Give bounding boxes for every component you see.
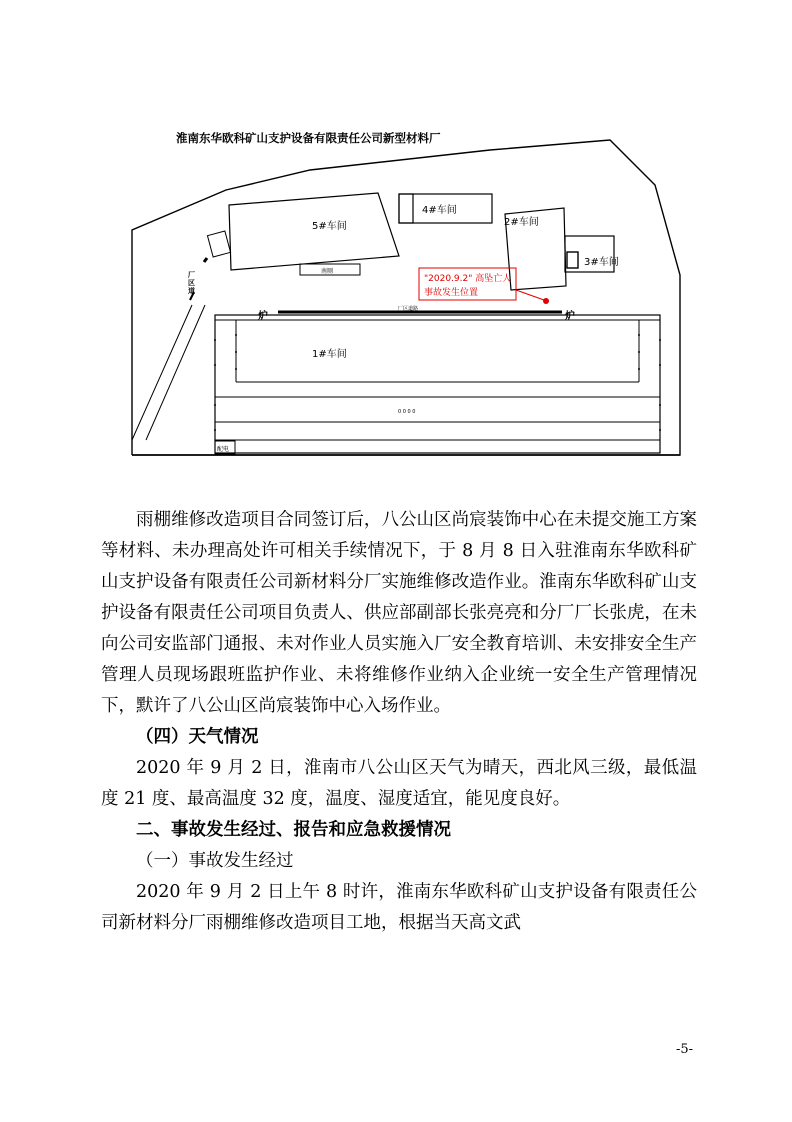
gate-house <box>207 231 230 257</box>
page-number: -5- <box>676 1042 694 1057</box>
accident-location-marker <box>543 298 549 304</box>
body-text <box>101 505 697 939</box>
accident-pointer <box>516 290 544 300</box>
heading-weather: （四）天气情况 <box>136 727 259 747</box>
heading-section-2: 二、事故发生经过、报告和应急救援情况 <box>136 820 451 840</box>
toilet-label: 南厕 <box>321 268 334 275</box>
heading-accident-process: （一）事故发生经过 <box>136 851 294 871</box>
furnace-left-label: 炉 <box>258 311 268 322</box>
accident-note-line1: "2020.9.2" 高坠亡人 <box>424 274 512 284</box>
furnace-right-label: 炉 <box>565 311 575 322</box>
corner-room-label: 配电 <box>217 446 230 453</box>
road-label: 厂区道路 <box>398 306 419 312</box>
workshop-3-label: 3#车间 <box>584 257 619 268</box>
track-label: 0 0 0 0 <box>398 409 416 415</box>
workshop-1-label: 1#车间 <box>312 349 347 360</box>
site-plan-title: 淮南东华欧科矿山支护设备有限责任公司新型材料厂 <box>176 131 441 145</box>
paragraph-2: 2020 年 9 月 2 日，淮南市八公山区天气为晴天，西北风三级，最低温度 21 度、最高温度 32 度，温度、湿度适宜，能见度良好。 <box>101 758 697 809</box>
gate-label: 厂区道 <box>188 271 195 295</box>
site-boundary <box>132 140 680 455</box>
workshop-2-label: 2#车间 <box>504 217 539 228</box>
workshop-5-label: 5#车间 <box>312 221 347 232</box>
paragraph-3: 2020 年 9 月 2 日上午 8 时许，淮南东华欧科矿山支护设备有限责任公司新材料分厂雨棚维修改造项目工地，根据当天高文武 <box>101 882 697 933</box>
site-plan <box>0 0 792 470</box>
workshop-4-label: 4#车间 <box>422 205 457 216</box>
accident-note-line2: 事故发生位置 <box>424 288 479 298</box>
paragraph-1: 雨棚维修改造项目合同签订后，八公山区尚宸装饰中心在未提交施工方案等材料、未办理高处许可相关手续情况下，于 8 月 8 日入驻淮南东华欧科矿山支护设备有限责任公司新材料分厂实施维修改造作业。淮南东华欧科矿山支护设备有限责任公司项目负责人、供应部副部长张亮亮和分厂厂长张虎，在未向公司安监部门通报、未对作业人员实施入厂安全教育培训、未安排安全生产管理人员现场跟班监护作业、未将维修作业纳入企业统一安全生产管理情况下，默许了八公山区尚宸装饰中心入场作业。 <box>101 510 697 716</box>
workshop-1 <box>215 315 660 453</box>
